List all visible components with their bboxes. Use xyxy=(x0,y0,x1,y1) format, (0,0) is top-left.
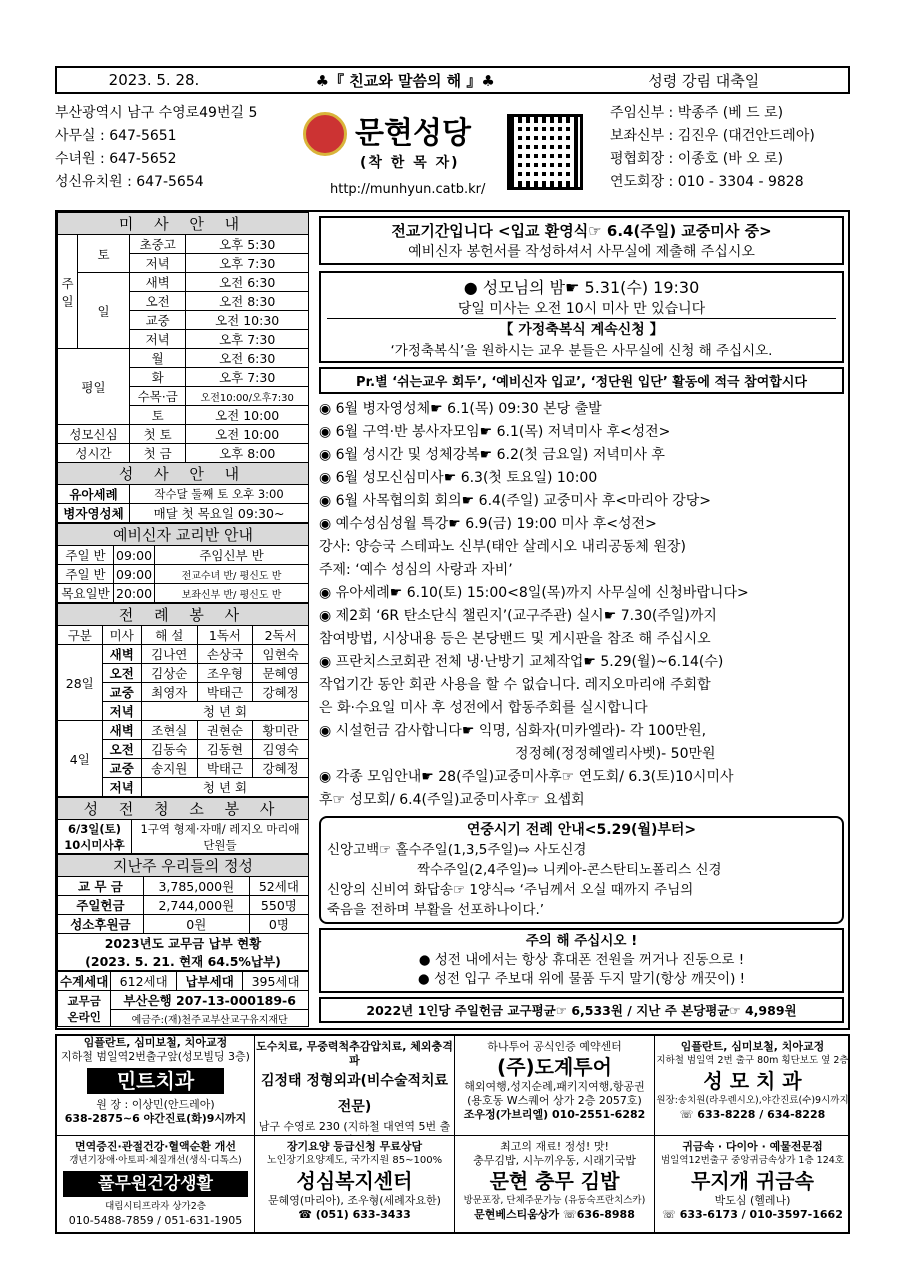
notice-item: ◉ 6월 병자영성체☛ 6.1(목) 09:30 본당 출발 xyxy=(319,401,602,417)
devotion-time: 오후 8:00 xyxy=(186,444,309,463)
notice-text: 【 가정축복식 계속신청 】 xyxy=(499,322,664,338)
mass-time: 오전 10:30 xyxy=(186,311,309,330)
offering-amount: 3,785,000원 xyxy=(143,877,249,896)
church-name: 문현성당 xyxy=(355,116,471,151)
year-theme: ♣『 친교와 말씀의 해 』♣ xyxy=(315,71,495,90)
altar-cell: 조현실 xyxy=(141,721,197,740)
ads-area xyxy=(55,1034,850,1234)
altar-cell: 김나연 xyxy=(141,645,197,664)
offering-count: 550명 xyxy=(249,896,308,915)
ad-line: 문현베스티움상가 ☏636-8988 xyxy=(474,1208,635,1221)
ad-line: 010-5488-7859 / 051-631-1905 xyxy=(68,1214,243,1227)
sacrament-label: 병자영성체 xyxy=(58,504,130,523)
notice-item: 정정혜(정정혜엘리사벳)- 50만원 xyxy=(515,746,716,762)
caution-box xyxy=(319,928,844,993)
ad-line: 임플란트, 심미보철, 치아교정 xyxy=(680,1040,825,1053)
notice-text: ● 성전 내에서는 항상 휴대폰 전원을 꺼거나 진동으로 ! xyxy=(418,952,745,968)
altar-cell: 임현숙 xyxy=(253,645,309,664)
altar-title: 전 례 봉 사 xyxy=(58,604,309,626)
ad-jewelry[interactable] xyxy=(655,1136,850,1232)
notice-item: ◉ 6월 성모신심미사☛ 6.3(첫 토요일) 10:00 xyxy=(319,470,598,486)
offering-table xyxy=(57,854,309,971)
ad-title: (주)도계투어 xyxy=(497,1055,612,1079)
altar-cell: 저녁 xyxy=(102,702,141,721)
mary-night-box xyxy=(319,271,844,363)
sacrament-value: 매달 첫 목요일 09:30~ xyxy=(130,504,309,523)
ad-title: 김정태 정형외과(비수술적치료전문) xyxy=(260,1073,449,1115)
altar-cell: 새벽 xyxy=(102,645,141,664)
ad-line: 장기요양 등급신청 무료상담 xyxy=(286,1140,423,1153)
mass-table xyxy=(57,212,309,523)
ad-title: 무지개 귀금속 xyxy=(691,1169,814,1193)
class-time: 09:00 xyxy=(114,546,155,565)
mass-slot: 수목·금 xyxy=(130,387,186,406)
offering-label: 교 무 금 xyxy=(58,877,144,896)
notice-item: ◉ 프란치스코회관 전체 냉·난방기 교체작업☛ 5.29(월)~6.14(수) xyxy=(319,654,724,670)
ad-line: 원장:송치원(라우렌시오),야간진료(수)9시까지 xyxy=(656,1095,849,1106)
ad-line: ☏ 633-8228 / 634-8228 xyxy=(679,1108,826,1121)
notice-item: ◉ 제2회 ‘6R 탄소단식 챌린지’(교구주관) 실시☛ 7.30(주일)까지 xyxy=(319,608,717,624)
sat-label: 토 xyxy=(78,235,130,273)
ad-mint-dental[interactable] xyxy=(57,1036,255,1136)
ad-line: 귀금속 · 다이아 · 예물전문점 xyxy=(682,1140,823,1153)
altar-cell: 교중 xyxy=(102,683,141,702)
mass-slot: 오전 xyxy=(130,292,186,311)
weekday-label: 평일 xyxy=(58,349,130,425)
devotion-label: 성모신심 xyxy=(58,425,130,444)
clean-date: 6/3일(토) 10시미사후 xyxy=(58,820,132,854)
liturgy-box xyxy=(319,816,844,924)
class-day: 목요일반 xyxy=(58,584,114,603)
altar-cell: 김상순 xyxy=(141,664,197,683)
ad-seongmo-dental[interactable] xyxy=(655,1036,850,1136)
altar-cell: 오전 xyxy=(102,664,141,683)
tithe-status-date: (2023. 5. 21. 현재 64.5%납부) xyxy=(58,952,309,971)
day-label: 일 xyxy=(78,273,130,349)
altar-head: 해 설 xyxy=(141,626,197,645)
catechumen-title: 예비신자 교리반 안내 xyxy=(58,524,309,546)
altar-cell: 박태근 xyxy=(197,759,253,778)
altar-cell: 저녁 xyxy=(102,778,141,797)
offering-average: 2022년 1인당 주일헌금 교구평균☞ 6,533원 / 지난 주 본당평균☞ 4,989원 xyxy=(319,997,844,1023)
bank-holder: 예금주:(재)천주교부산교구유지재단 xyxy=(111,1010,309,1027)
mass-time: 오전 6:30 xyxy=(186,349,309,368)
altar-date: 28일 xyxy=(58,645,103,721)
ad-line: 지하철 범일역 2번 출구 80m 횡단보도 옆 2층 xyxy=(656,1055,849,1066)
tithe-label: 수계세대 xyxy=(58,972,111,991)
ad-line: 방문포장, 단체주문가능 (유동숙프란치스카) xyxy=(463,1195,646,1206)
address: 부산광역시 남구 수영로49번길 5 xyxy=(55,105,258,121)
mass-time: 오전 6:30 xyxy=(186,273,309,292)
notices xyxy=(315,212,848,1027)
notice-item: 참여방법, 시상내용 등은 본당밴드 및 게시판을 참조 해 주십시오 xyxy=(319,631,711,647)
altar-cell: 송지원 xyxy=(141,759,197,778)
ad-welfare-center[interactable] xyxy=(255,1136,455,1232)
notice-item: ◉ 6월 구역·반 봉사자모임☛ 6.1(목) 저녁미사 후<성전> xyxy=(319,424,671,440)
assistant-pastor: 보좌신부 : 김진우 (대건안드레아) xyxy=(610,128,815,144)
ad-line: 지하철 범일역2번출구앞(성모빌딩 3층) xyxy=(61,1050,250,1063)
pr-banner: Pr.별 ‘쉬는교우 회두’, ‘예비신자 입교’, ‘정단원 입단’ 활동에 적극 참여합시다 xyxy=(319,367,844,394)
mass-time: 오후 5:30 xyxy=(186,235,309,254)
altar-cell: 박태근 xyxy=(197,683,253,702)
ad-line: (용호동 W스퀘어 상가 2층 2057호) xyxy=(467,1094,642,1107)
notice-item: ◉ 6월 성시간 및 성체강복☛ 6.2(첫 금요일) 저녁미사 후 xyxy=(319,447,665,463)
mass-slot: 교중 xyxy=(130,311,186,330)
altar-cell: 교중 xyxy=(102,759,141,778)
ad-line: ☎ (051) 633-3433 xyxy=(298,1208,411,1221)
altar-cell: 황미란 xyxy=(253,721,309,740)
church-url[interactable]: http://munhyun.catb.kr/ xyxy=(330,182,486,197)
notice-item: 은 화·수요일 미사 후 성전에서 합동주회를 실시합니다 xyxy=(319,700,648,716)
ad-pulmuone[interactable] xyxy=(57,1136,255,1232)
class-teacher: 주임신부 반 xyxy=(155,546,309,565)
issue-date: 2023. 5. 28. xyxy=(108,71,200,89)
ad-title: 성심복지센터 xyxy=(296,1169,413,1193)
altar-cell: 문혜영 xyxy=(253,664,309,683)
altar-table xyxy=(57,603,309,797)
altar-cell: 손상국 xyxy=(197,645,253,664)
mass-slot: 새벽 xyxy=(130,273,186,292)
mass-slot: 초중고 xyxy=(130,235,186,254)
devotion-day: 첫 토 xyxy=(130,425,186,444)
ad-title: 민트치과 xyxy=(87,1068,224,1094)
altar-cell: 청 년 회 xyxy=(141,778,308,797)
ad-line: 최고의 재료! 정성! 맛! xyxy=(500,1140,609,1153)
header xyxy=(55,102,850,202)
ad-line: 해외여행,성지순례,패키지여행,항공권 xyxy=(464,1080,645,1093)
tithe-value: 395세대 xyxy=(243,972,309,991)
mass-slot: 저녁 xyxy=(130,254,186,273)
feast-name: 성령 강림 대축일 xyxy=(648,71,760,90)
devotion-time: 오전 10:00 xyxy=(186,425,309,444)
ad-line: 도수치료, 무중력척추감압치료, 체외충격파 xyxy=(256,1040,453,1067)
altar-cell: 청 년 회 xyxy=(141,702,308,721)
ad-line: 조우정(가브리엘) 010-2551-6282 xyxy=(463,1108,646,1121)
clean-table xyxy=(57,797,309,854)
mass-slot: 월 xyxy=(130,349,186,368)
ad-line: 노인장기요양제도, 국가지원 85~100% xyxy=(266,1155,443,1166)
clean-who: 1구역 형제·자매/ 레지오 마리애 단원들 xyxy=(132,820,309,854)
ad-line: 638-2875~6 야간진료(화)9시까지 xyxy=(64,1112,247,1125)
notice-text: 연중시기 전례 안내<5.29(월)부터> xyxy=(466,822,697,838)
ad-line: 박도심 (헬레나) xyxy=(714,1194,791,1207)
devotion-day: 첫 금 xyxy=(130,444,186,463)
class-teacher: 보좌신부 반/ 평신도 반 xyxy=(155,584,309,603)
ad-title: 문현 충무 김밥 xyxy=(489,1169,620,1193)
offering-amount: 2,744,000원 xyxy=(143,896,249,915)
offering-label: 성소후원금 xyxy=(58,915,144,934)
tithe-status: 2023년도 교무금 납부 현황 xyxy=(58,934,309,953)
sacrament-value: 작수달 둘째 토 오후 3:00 xyxy=(130,485,309,504)
notice-item: ◉ 6월 사목협의회 회의☛ 6.4(주일) 교중미사 후<마리아 강당> xyxy=(319,493,711,509)
notice-item: 주제: ‘예수 성심의 사랑과 자비’ xyxy=(319,562,513,578)
class-day: 주일 반 xyxy=(58,565,114,584)
ad-line: 면역증진·관절건강·혈액순환 개선 xyxy=(75,1140,236,1153)
altar-head: 1독서 xyxy=(197,626,253,645)
ad-title: 풀무원건강생활 xyxy=(63,1171,248,1197)
notice-text: ● 성전 입구 주보대 위에 물품 두지 말기(항상 깨끗이) ! xyxy=(417,971,746,987)
clean-title: 성 전 청 소 봉 사 xyxy=(58,798,309,820)
mass-slot: 화 xyxy=(130,368,186,387)
ad-orthopedic[interactable] xyxy=(255,1036,455,1136)
ad-line: 범일역12번출구 중앙귀금속상가 1층 124호 xyxy=(661,1155,844,1166)
notice-text: ● 성모님의 밤☛ 5.31(수) 19:30 xyxy=(463,278,700,297)
mass-slot: 저녁 xyxy=(130,330,186,349)
notice-item: 강사: 양승국 스테파노 신부(태안 살레시오 내리공동체 원장) xyxy=(319,539,686,555)
offering-count: 0명 xyxy=(249,915,308,934)
altar-cell: 새벽 xyxy=(102,721,141,740)
altar-cell: 권현순 xyxy=(197,721,253,740)
ad-line: 문혜영(마리아), 조우형(세례자요한) xyxy=(268,1194,441,1207)
notice-item: 후☞ 성모회/ 6.4(주일)교중미사후☞ 요셉회 xyxy=(319,792,585,808)
bank-label: 교무금 온라인 xyxy=(58,991,111,1027)
altar-cell: 김영숙 xyxy=(253,740,309,759)
qr-code-icon[interactable] xyxy=(507,114,583,190)
ad-chungmu-gimbap[interactable] xyxy=(455,1136,655,1232)
offering-label: 주일헌금 xyxy=(58,896,144,915)
church-patron: (착 한 목 자) xyxy=(360,155,460,171)
altar-cell: 최영자 xyxy=(141,683,197,702)
evangelization-box xyxy=(319,216,844,265)
ad-line: ☏ 633-6173 / 010-3597-1662 xyxy=(662,1208,843,1221)
mass-time: 오전10:00/오후7:30 xyxy=(186,387,309,406)
offering-amount: 0원 xyxy=(143,915,249,934)
notice-text: 신앙고백☞ 홀수주일(1,3,5주일)⇨ 사도신경 xyxy=(327,842,587,858)
office-phone: 사무실 : 647-5651 xyxy=(55,128,177,144)
class-teacher: 전교수녀 반/ 평신도 반 xyxy=(155,565,309,584)
altar-head: 미사 xyxy=(102,626,141,645)
altar-cell: 오전 xyxy=(102,740,141,759)
notice-text: 주의 해 주십시오 ! xyxy=(525,933,638,949)
bank-account: 부산은행 207-13-000189-6 xyxy=(111,991,309,1010)
altar-cell: 조우형 xyxy=(197,664,253,683)
notice-item: ◉ 예수성심성월 특강☛ 6.9(금) 19:00 미사 후<성전> xyxy=(319,516,657,532)
ad-line: 충무김밥, 시누끼우동, 시래기국밥 xyxy=(473,1154,636,1167)
sacrament-title: 성 사 안 내 xyxy=(58,463,309,485)
ad-line: 남구 수영로 230 (지하철 대연역 5번 출 xyxy=(258,1120,451,1133)
class-time: 20:00 xyxy=(114,584,155,603)
mass-slot: 토 xyxy=(130,406,186,425)
tithe-label: 납부세대 xyxy=(177,972,243,991)
devotion-label: 성시간 xyxy=(58,444,130,463)
ad-line: 임플란트, 심미보철, 치아교정 xyxy=(83,1036,228,1049)
altar-cell: 강혜정 xyxy=(253,759,309,778)
altar-cell: 김동숙 xyxy=(141,740,197,759)
offering-count: 52세대 xyxy=(249,877,308,896)
mass-time: 오후 7:30 xyxy=(186,254,309,273)
ad-title: 성 모 치 과 xyxy=(703,1069,802,1093)
sacrament-label: 유아세례 xyxy=(58,485,130,504)
convent-phone: 수녀원 : 647-5652 xyxy=(55,151,177,167)
ad-line: 하나투어 공식인증 예약센터 xyxy=(487,1040,622,1053)
class-time: 09:00 xyxy=(114,565,155,584)
notice-item: 작업기간 동안 회관 사용을 할 수 없습니다. 레지오마리애 주회합 xyxy=(319,677,711,693)
mass-title: 미 사 안 내 xyxy=(58,213,309,235)
left-column xyxy=(57,212,309,1027)
notice-item: ◉ 각종 모임안내☛ 28(주일)교중미사후☞ 연도회/ 6.3(토)10시미사 xyxy=(319,769,734,785)
church-logo xyxy=(303,112,347,156)
altar-head: 구분 xyxy=(58,626,103,645)
notice-text: 예비신자 봉헌서를 작성하셔서 사무실에 제출해 주십시오 xyxy=(408,244,755,260)
ad-line: 갱년기장애·아토피·체질개선(생식·디톡스) xyxy=(69,1155,242,1166)
mass-time: 오후 7:30 xyxy=(186,330,309,349)
sunday-label: 주일 xyxy=(58,235,78,349)
notice-text: 짝수주일(2,4주일)⇨ 니케아-콘스탄티노폴리스 신경 xyxy=(417,862,722,878)
notice-item: ◉ 유아세례☛ 6.10(토) 15:00<8일(목)까지 사무실에 신청바랍니다> xyxy=(319,585,749,601)
top-bar xyxy=(55,66,850,94)
notice-item: ◉ 시설헌금 감사합니다☛ 익명, 심화자(미카엘라)- 각 100만원, xyxy=(319,723,707,739)
altar-head: 2독서 xyxy=(253,626,309,645)
notice-text: 전교기간입니다 <입교 환영식☞ 6.4(주일) 교중미사 중> xyxy=(391,222,772,240)
notice-text: ‘가정축복식’을 원하시는 교우 분들은 사무실에 신청 해 주십시오. xyxy=(390,343,773,359)
offering-title: 지난주 우리들의 정성 xyxy=(58,855,309,877)
ad-line: 대림시티프라자 상가2층 xyxy=(105,1201,206,1212)
altar-date: 4일 xyxy=(58,721,103,797)
altar-cell: 김동현 xyxy=(197,740,253,759)
tithe-value: 612세대 xyxy=(111,972,177,991)
altar-cell: 강혜정 xyxy=(253,683,309,702)
council-head: 평협회장 : 이종호 (바 오 로) xyxy=(610,151,784,167)
mass-time: 오전 10:00 xyxy=(186,406,309,425)
pastor: 주임신부 : 박종주 (베 드 로) xyxy=(610,105,784,121)
notice-text: 신앙의 신비여 화답송☞ 1양식⇨ ‘주님께서 오실 때까지 주님의 xyxy=(327,882,694,898)
ad-line: 원 장 : 이상민(안드레아) xyxy=(96,1098,215,1111)
funeral-contact: 연도회장 : 010 - 3304 - 9828 xyxy=(610,174,804,190)
notice-text: 죽음을 전하며 부활을 선포하나이다.’ xyxy=(327,902,545,918)
mass-time: 오후 7:30 xyxy=(186,368,309,387)
clergy-info xyxy=(610,102,815,194)
mass-time: 오전 8:30 xyxy=(186,292,309,311)
contact-info xyxy=(55,102,257,194)
catechumen-table xyxy=(57,523,309,603)
ad-dogye-tour[interactable] xyxy=(455,1036,655,1136)
kinder-phone: 성신유치원 : 647-5654 xyxy=(55,174,204,190)
class-day: 주일 반 xyxy=(58,546,114,565)
tithe-table xyxy=(57,971,309,1027)
notice-text: 당일 미사는 오전 10시 미사 만 있습니다 xyxy=(327,298,836,319)
